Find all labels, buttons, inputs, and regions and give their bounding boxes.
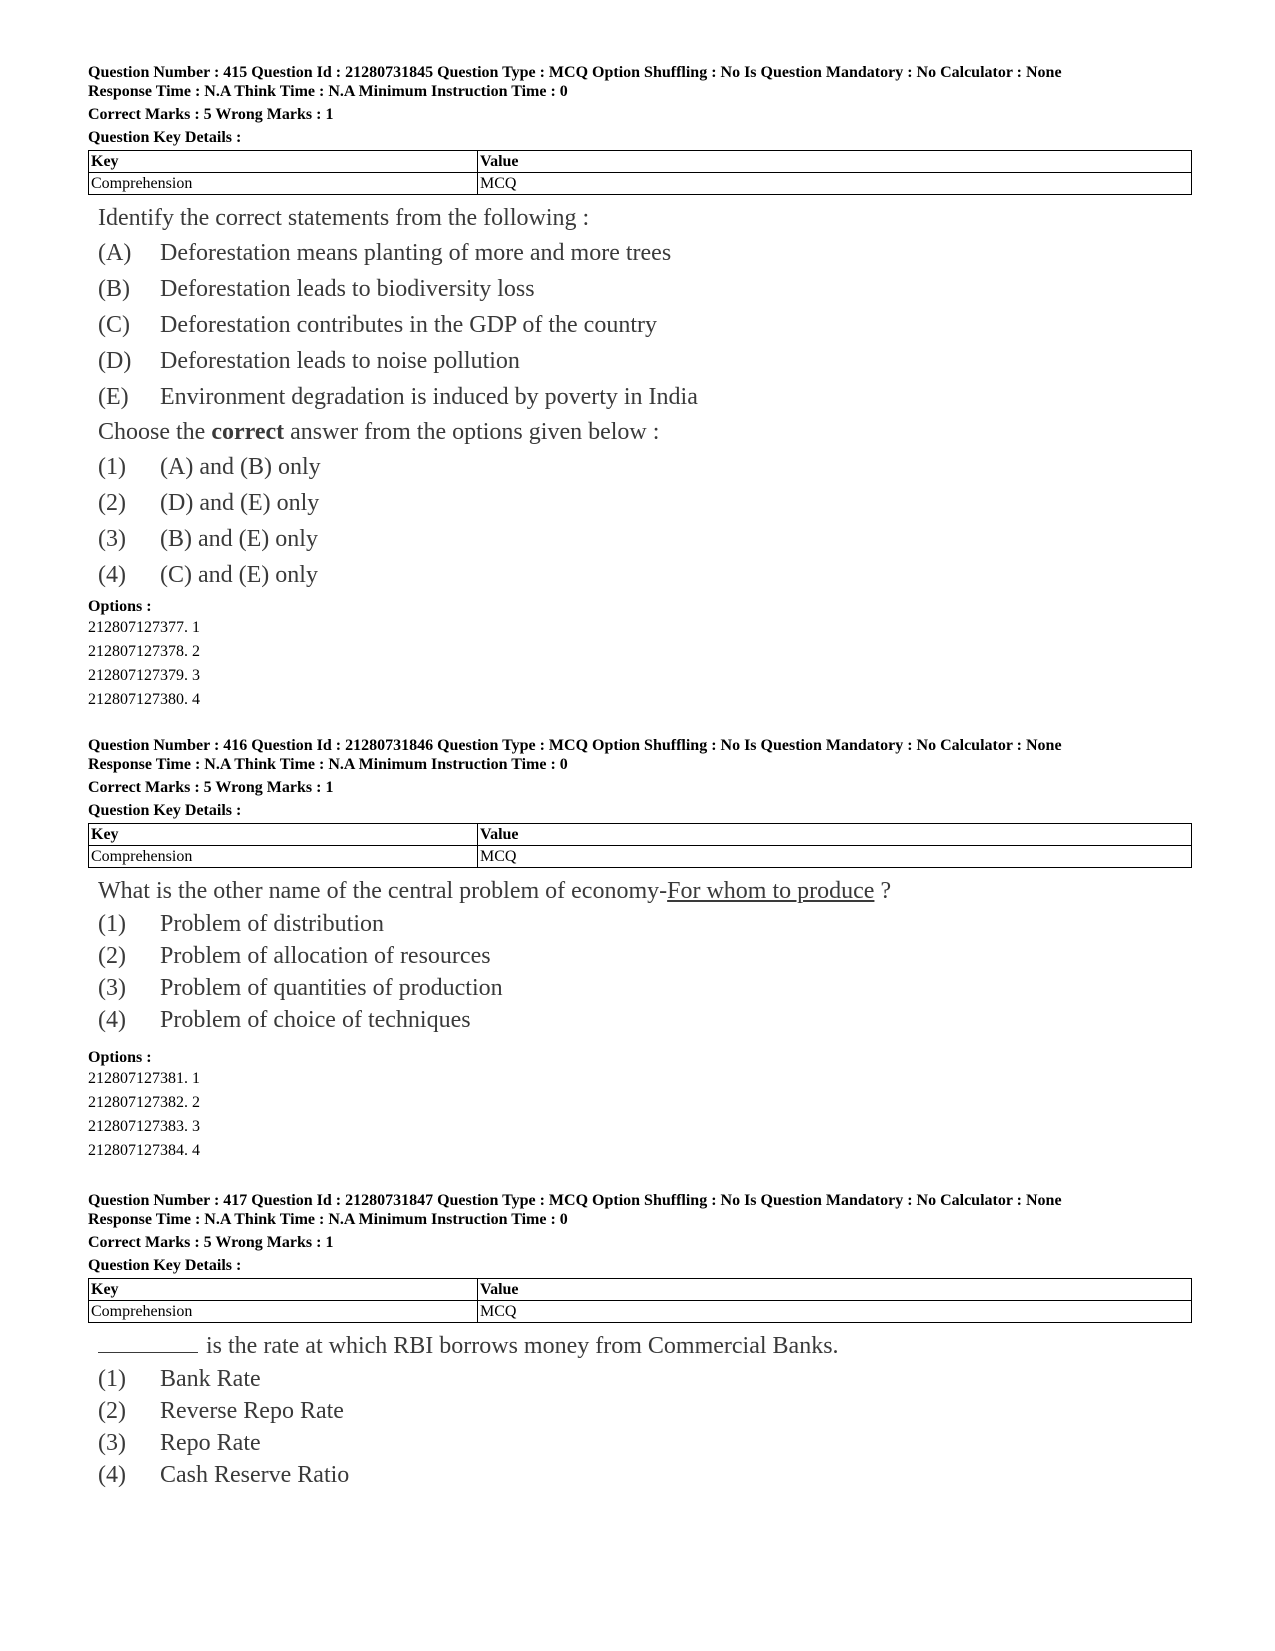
table-row [89,1301,1192,1323]
key-cell: Comprehension [89,173,478,195]
question-stem [98,874,1192,908]
question-stem [98,1329,1192,1363]
choice-item [98,521,1192,557]
choice-item [98,1004,1192,1036]
choice-label: (3) [98,526,126,552]
choice-item [98,972,1192,1004]
choose-bold: correct [211,419,285,445]
statement-label: (B) [98,276,130,302]
choice-text: (B) and (E) only [160,526,318,552]
stem-text: is the rate at which RBI borrows money from Commercial Banks. [206,1333,839,1359]
key-cell: Comprehension [89,846,478,868]
answer-blank [98,1330,198,1353]
option-item: 212807127382. 2 [88,1094,200,1111]
option-item: 212807127378. 2 [88,643,200,660]
choice-label: (4) [98,1462,126,1488]
option-item: 212807127384. 4 [88,1142,200,1159]
choice-label: (2) [98,1398,126,1424]
table-header-row [89,151,1192,173]
statement-text: Deforestation means planting of more and more trees [160,240,672,266]
question-body [88,201,1192,593]
key-details-table [88,823,1192,868]
choice-label: (3) [98,975,126,1001]
statement-item [98,379,1192,415]
key-header: Key [89,824,478,846]
option-item: 212807127379. 3 [88,667,200,684]
question-marks: Correct Marks : 5 Wrong Marks : 1 [88,1234,334,1251]
statement-text: Deforestation leads to biodiversity loss [160,276,535,302]
value-header: Value [478,824,1192,846]
choice-label: (4) [98,1007,126,1033]
question-415 [88,63,1192,712]
choice-label: (2) [98,490,126,516]
choice-label: (3) [98,1430,126,1456]
choice-item [98,1459,1192,1491]
key-header: Key [89,1279,478,1301]
choice-text: Problem of choice of techniques [160,1007,471,1033]
question-417 [88,1191,1192,1491]
choice-item [98,908,1192,940]
question-key-details-label: Question Key Details : [88,1257,242,1274]
key-header: Key [89,151,478,173]
choice-label: (4) [98,562,126,588]
stem-post: ? [874,878,892,904]
key-details-table [88,150,1192,195]
choice-text: (C) and (E) only [160,562,318,588]
option-item: 212807127377. 1 [88,619,200,636]
choice-label: (1) [98,454,126,480]
statement-text: Environment degradation is induced by poverty in India [160,384,698,410]
choice-item [98,940,1192,972]
option-item: 212807127380. 4 [88,691,200,708]
choice-item [98,449,1192,485]
options-label: Options : [88,1049,152,1066]
question-body [88,874,1192,1036]
choice-text: (A) and (B) only [160,454,321,480]
choose-instruction [98,415,1192,449]
value-cell: MCQ [478,1301,1192,1323]
statement-label: (E) [98,384,129,410]
stem-pre: What is the other name of the central problem of economy- [98,878,668,904]
stem-underlined: For whom to produce [667,878,875,904]
statement-item [98,307,1192,343]
question-key-details-label: Question Key Details : [88,802,242,819]
statement-label: (C) [98,312,130,338]
choose-pre: Choose the [98,419,212,445]
choice-item [98,485,1192,521]
choice-text: Problem of allocation of resources [160,943,491,969]
choice-label: (1) [98,1366,126,1392]
table-row [89,846,1192,868]
choice-item [98,557,1192,593]
value-cell: MCQ [478,173,1192,195]
options-label: Options : [88,598,152,615]
choose-post: answer from the options given below : [284,419,660,445]
question-meta-line1: Question Number : 417 Question Id : 21280731847 Question Type : MCQ Option Shuffling : No Is Question Mandatory : No Calculator : None [88,1192,1062,1209]
question-marks: Correct Marks : 5 Wrong Marks : 1 [88,779,334,796]
choice-item [98,1395,1192,1427]
choice-text: Reverse Repo Rate [160,1398,344,1424]
choice-text: Problem of distribution [160,911,384,937]
choice-item [98,1427,1192,1459]
table-header-row [89,824,1192,846]
question-meta-line2: Response Time : N.A Think Time : N.A Minimum Instruction Time : 0 [88,1211,568,1228]
value-header: Value [478,151,1192,173]
statement-text: Deforestation leads to noise pollution [160,348,520,374]
statement-item [98,271,1192,307]
question-key-details-label: Question Key Details : [88,129,242,146]
question-meta-line1: Question Number : 415 Question Id : 21280731845 Question Type : MCQ Option Shuffling : No Is Question Mandatory : No Calculator : None [88,64,1062,81]
question-meta-line2: Response Time : N.A Think Time : N.A Minimum Instruction Time : 0 [88,756,568,773]
choice-label: (2) [98,943,126,969]
question-meta-line2: Response Time : N.A Think Time : N.A Minimum Instruction Time : 0 [88,83,568,100]
question-stem: Identify the correct statements from the following : [98,205,590,231]
table-header-row [89,1279,1192,1301]
value-cell: MCQ [478,846,1192,868]
choice-text: Cash Reserve Ratio [160,1462,350,1488]
statement-item [98,235,1192,271]
statement-item [98,343,1192,379]
question-marks: Correct Marks : 5 Wrong Marks : 1 [88,106,334,123]
option-item: 212807127383. 3 [88,1118,200,1135]
table-row [89,173,1192,195]
statement-text: Deforestation contributes in the GDP of the country [160,312,657,338]
choice-text: Bank Rate [160,1366,261,1392]
choice-text: Problem of quantities of production [160,975,503,1001]
key-details-table [88,1278,1192,1323]
statement-label: (D) [98,348,132,374]
choice-label: (1) [98,911,126,937]
question-body [88,1329,1192,1491]
key-cell: Comprehension [89,1301,478,1323]
value-header: Value [478,1279,1192,1301]
choice-text: Repo Rate [160,1430,261,1456]
statement-label: (A) [98,240,132,266]
choice-item [98,1363,1192,1395]
question-meta-line1: Question Number : 416 Question Id : 21280731846 Question Type : MCQ Option Shuffling : No Is Question Mandatory : No Calculator : None [88,737,1062,754]
question-416 [88,736,1192,1163]
choice-text: (D) and (E) only [160,490,320,516]
option-item: 212807127381. 1 [88,1070,200,1087]
